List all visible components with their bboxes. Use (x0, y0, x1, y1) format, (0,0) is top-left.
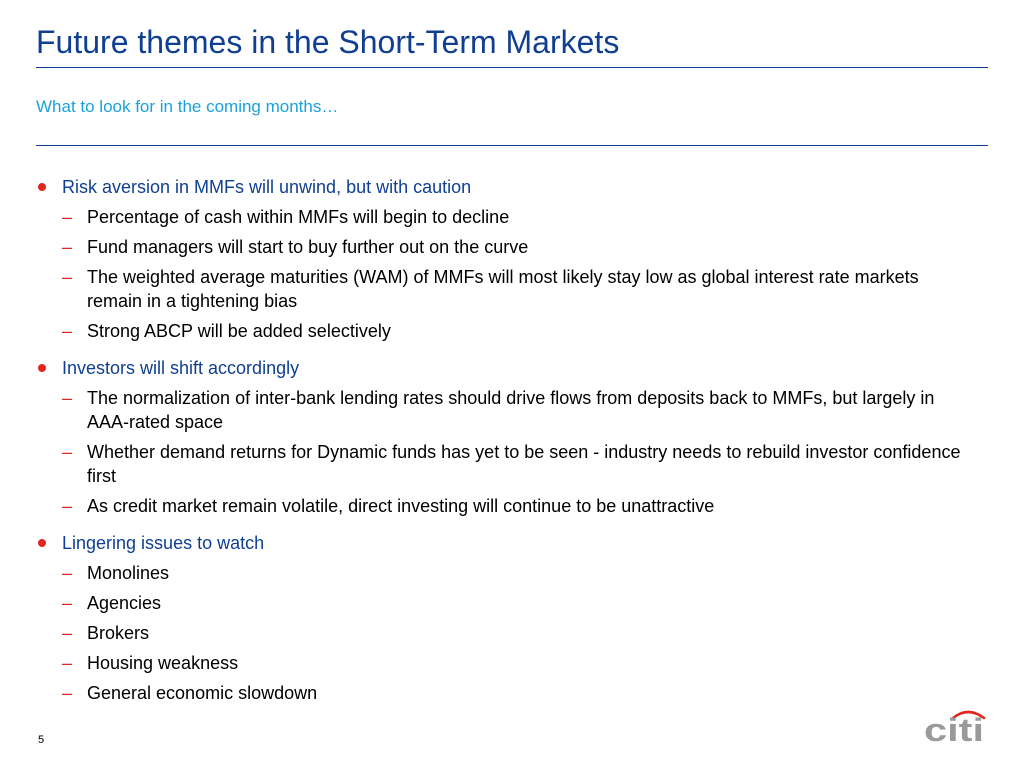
dash-icon: – (62, 442, 73, 462)
section-investors-shift (36, 356, 966, 518)
page-number: 5 (38, 734, 45, 746)
sub-bullet-list (36, 561, 966, 705)
section-risk-aversion (36, 175, 966, 343)
dash-icon: – (62, 267, 73, 287)
sub-bullet-item (36, 386, 966, 434)
dash-icon: – (62, 683, 73, 703)
sub-bullet-item (36, 205, 966, 229)
sub-bullet-item (36, 681, 966, 705)
sub-bullet-list (36, 205, 966, 343)
section-heading-text: Investors will shift accordingly (62, 358, 300, 378)
sub-bullet-item (36, 494, 966, 518)
slide-subtitle: What to look for in the coming months… (36, 97, 339, 116)
dash-icon: – (62, 653, 73, 673)
subtitle-divider (36, 145, 988, 146)
title-divider (36, 67, 988, 68)
citi-logo (924, 704, 986, 744)
sub-bullet-text: The normalization of inter-bank lending rates should drive flows from deposits back to MMFs, but largely in AAA-rated space (87, 388, 935, 432)
sub-bullet-item (36, 621, 966, 645)
sub-bullet-text: Brokers (87, 623, 150, 643)
sub-bullet-item (36, 651, 966, 675)
bullet-dot-icon (38, 364, 46, 372)
section-heading (36, 531, 966, 555)
sub-bullet-text: Housing weakness (87, 653, 239, 673)
sub-bullet-text: Fund managers will start to buy further out on the curve (87, 237, 529, 257)
sub-bullet-item (36, 440, 966, 488)
sub-bullet-text: Percentage of cash within MMFs will begin to decline (87, 207, 510, 227)
section-heading (36, 356, 966, 380)
dash-icon: – (62, 496, 73, 516)
section-lingering-issues (36, 531, 966, 705)
dash-icon: – (62, 207, 73, 227)
dash-icon: – (62, 623, 73, 643)
dash-icon: – (62, 563, 73, 583)
sub-bullet-text: The weighted average maturities (WAM) of MMFs will most likely stay low as global interest rate markets remain in a tightening bias (87, 267, 919, 311)
bullet-dot-icon (38, 183, 46, 191)
sub-bullet-text: Whether demand returns for Dynamic funds has yet to be seen - industry needs to rebuild investor confidence first (87, 442, 961, 486)
sub-bullet-text: Strong ABCP will be added selectively (87, 321, 391, 341)
dash-icon: – (62, 237, 73, 257)
logo-wordmark: citi (924, 712, 984, 744)
sub-bullet-list (36, 386, 966, 518)
sub-bullet-text: Agencies (87, 593, 162, 613)
dash-icon: – (62, 593, 73, 613)
section-heading-text: Risk aversion in MMFs will unwind, but with caution (62, 177, 472, 197)
slide-content (36, 175, 966, 718)
slide-title: Future themes in the Short-Term Markets (36, 24, 620, 60)
section-heading-text: Lingering issues to watch (62, 533, 265, 553)
sub-bullet-text: As credit market remain volatile, direct investing will continue to be unattractive (87, 496, 715, 516)
sub-bullet-text: Monolines (87, 563, 170, 583)
sub-bullet-item (36, 235, 966, 259)
bullet-dot-icon (38, 539, 46, 547)
section-heading (36, 175, 966, 199)
sub-bullet-item (36, 319, 966, 343)
sub-bullet-item (36, 591, 966, 615)
sub-bullet-item (36, 561, 966, 585)
sub-bullet-text: General economic slowdown (87, 683, 318, 703)
dash-icon: – (62, 388, 73, 408)
sub-bullet-item (36, 265, 966, 313)
dash-icon: – (62, 321, 73, 341)
